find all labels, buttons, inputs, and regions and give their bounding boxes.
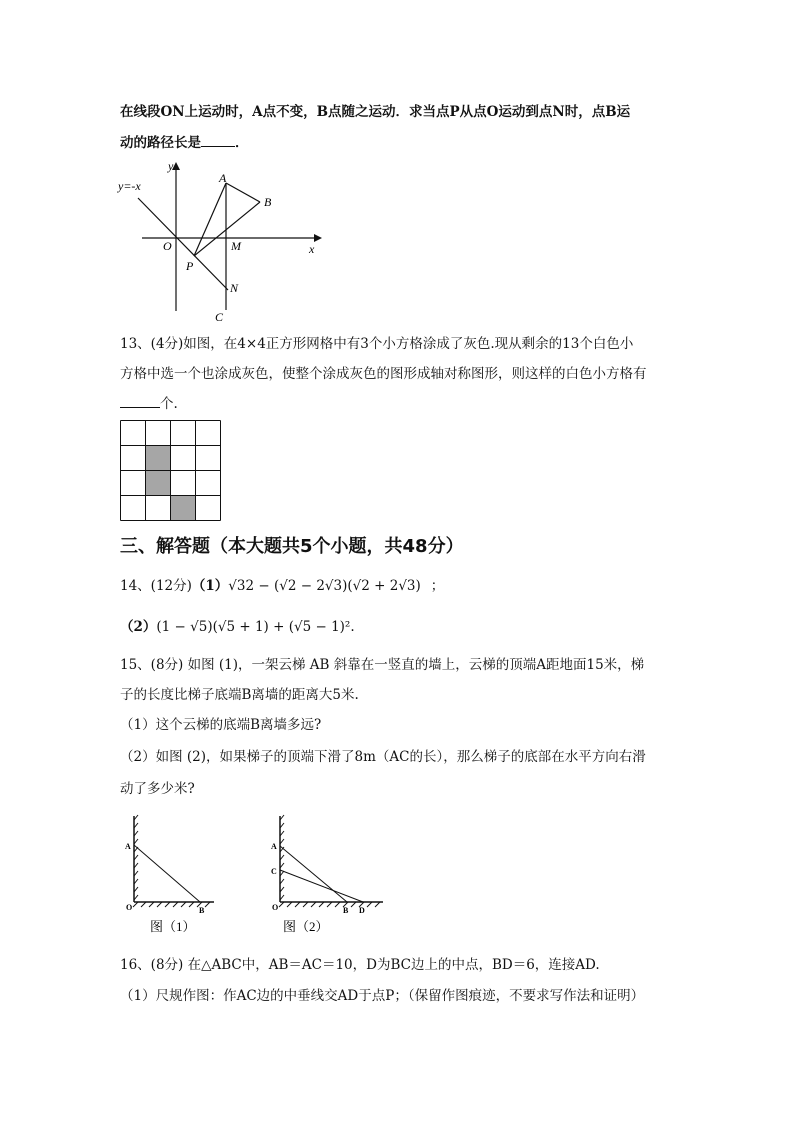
segment-AB	[226, 183, 260, 202]
q15-figure-2	[265, 812, 390, 938]
fig2-label-C: C	[271, 867, 277, 876]
label-O: O	[163, 239, 172, 253]
answer-blank	[120, 395, 160, 408]
q14-part1	[120, 576, 444, 596]
q15-line1: 15、(8分) 如图 (1)，一架云梯 AB 斜靠在一竖直的墙上，云梯的顶端A距地面15米，梯	[120, 657, 645, 673]
q15-line5: 动了多少米?	[120, 781, 195, 797]
fig1-label-O: O	[126, 903, 133, 912]
label-B: B	[264, 195, 272, 209]
gray-square-1	[146, 446, 171, 471]
q15-line2: 子的长度比梯子底端B离墙的距离大5米.	[120, 687, 359, 703]
q13-line3-end: 个.	[160, 396, 178, 412]
segment-PA	[194, 183, 226, 256]
fig2-label-D: D	[359, 906, 365, 915]
answer-blank	[201, 134, 235, 147]
fig2-caption: 图（2）	[283, 919, 329, 934]
ladder-CD	[280, 870, 363, 902]
label-y-eq-neg-x: y=-x	[118, 179, 141, 193]
q12-line1: 在线段ON上运动时，A点不变，B点随之运动．求当点P从点O运动到点N时，点B运	[120, 104, 631, 120]
q15-line4: （2）如图 (2)，如果梯子的顶端下滑了8m（AC的长），那么梯子的底部在水平方向右滑	[120, 749, 646, 765]
q15-figure-1	[122, 812, 222, 938]
q13-line2: 方格中选一个也涂成灰色，使整个涂成灰色的图形成轴对称图形，则这样的白色小方格有	[120, 366, 647, 382]
q14-end: .	[350, 619, 355, 635]
q12-line2-text: 动的路径长是	[120, 135, 201, 151]
q13-line3	[120, 394, 178, 414]
fig1-label-A: A	[125, 842, 131, 851]
fig2-label-O: O	[272, 903, 279, 912]
label-x: x	[309, 242, 315, 256]
q12-line2-end: ．	[235, 135, 249, 151]
grid-lines	[121, 421, 221, 521]
q14-prefix: 14、(12分)	[120, 578, 192, 594]
section-heading: 三、解答题（本大题共5个小题，共48分）	[120, 536, 464, 557]
q14-p1-label: （1）	[191, 578, 229, 594]
q14-sep: ；	[430, 578, 445, 594]
label-y: y	[168, 159, 174, 173]
line-y-neg-x	[138, 198, 228, 290]
segment-PB	[194, 202, 260, 256]
q12-line2	[120, 133, 249, 153]
fig1-caption: 图（1）	[150, 919, 196, 934]
fig1-label-B: B	[199, 906, 205, 915]
label-A: A	[219, 171, 227, 185]
label-M: M	[231, 239, 241, 253]
fig2-label-B: B	[343, 906, 349, 915]
label-P: P	[186, 259, 194, 273]
ladder-AB	[134, 845, 200, 902]
q13-grid-figure	[120, 420, 221, 521]
q16-line2: （1）尺规作图：作AC边的中垂线交AD于点P；（保留作图痕迹，不要求写作法和证明）	[120, 988, 645, 1004]
q13-line1: 13、(4分)如图，在4×4正方形网格中有3个小方格涂成了灰色.现从剩余的13个白色小	[120, 336, 634, 352]
x-axis-arrow	[314, 234, 322, 242]
q15-line3: （1）这个云梯的底端B离墙多远?	[120, 717, 322, 733]
gray-square-3	[171, 496, 196, 521]
q16-line1: 16、(8分) 在△ABC中，AB＝AC＝10，D为BC边上的中点，BD＝6，连接AD.	[120, 957, 600, 973]
q14-part2	[120, 617, 355, 637]
gray-square-2	[146, 471, 171, 496]
label-C: C	[215, 310, 224, 324]
q12-coordinate-figure	[110, 158, 330, 326]
q14-p2-label: （2）	[120, 619, 157, 635]
q14-expr1: √32 − (√2 − 2√3)(√2 + 2√3)	[228, 578, 421, 594]
q14-expr2: (1 − √5)(√5 + 1) + (√5 − 1)²	[156, 619, 351, 635]
label-N: N	[230, 281, 239, 295]
fig2-label-A: A	[271, 842, 277, 851]
